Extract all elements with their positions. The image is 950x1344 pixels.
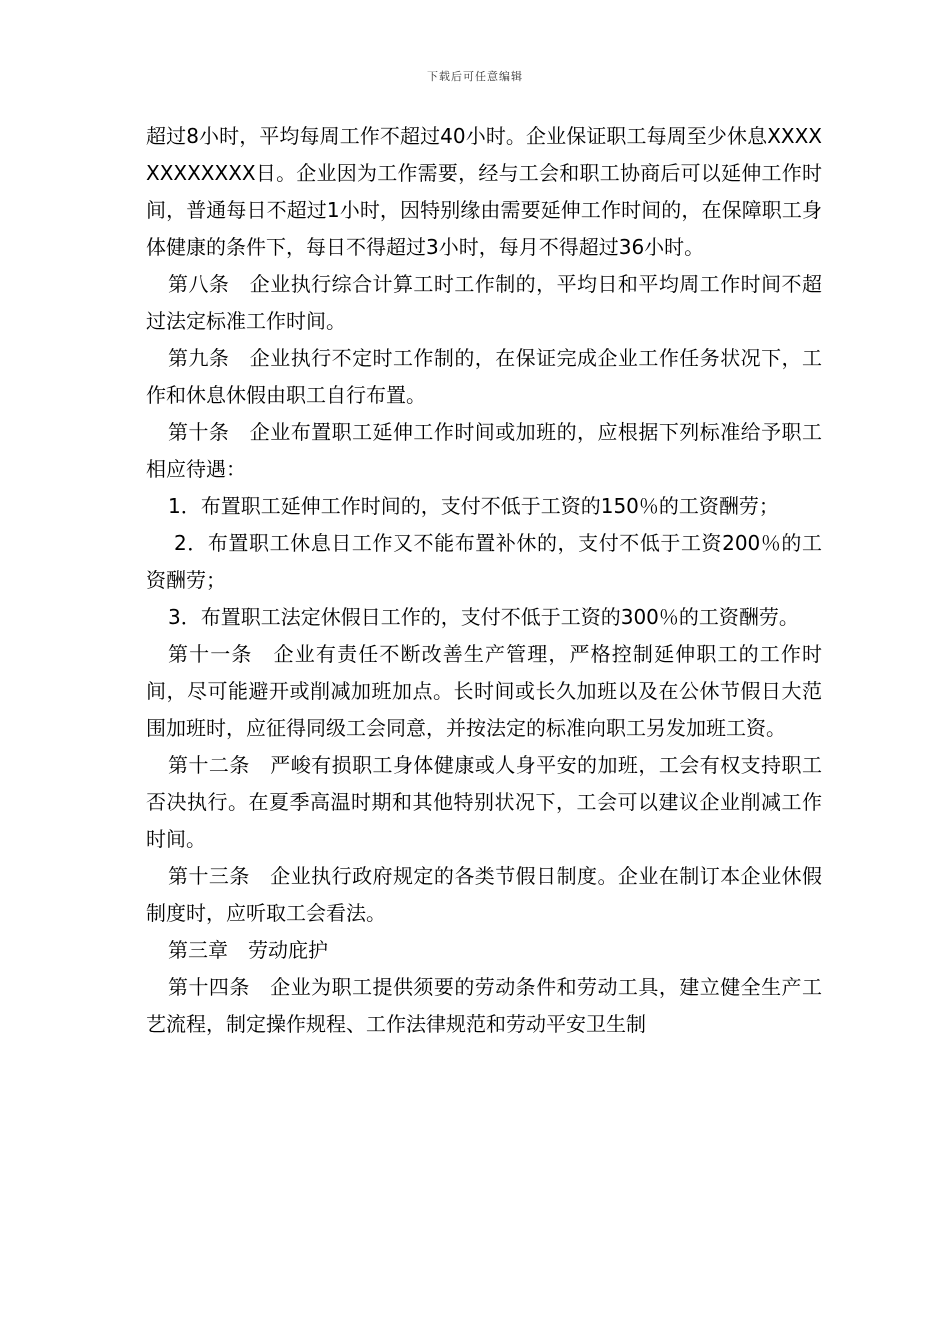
paragraph-article-9: 第九条 企业执行不定时工作制的，在保证完成企业工作任务状况下，工作和休息休假由职工自行布置。 xyxy=(146,346,822,407)
paragraph-article-10: 第十条 企业布置职工延伸工作时间或加班的，应根据下列标准给予职工相应待遇： xyxy=(146,420,822,481)
paragraph-working-hours: 超过8小时，平均每周工作不超过40小时。企业保证职工每周至少休息XXXXXXXXXXXX日。企业因为工作需要，经与工会和职工协商后可以延伸工作时间，普通每日不超过1小时，因特别缘由需要延伸工作时间的，在保障职工身体健康的条件下，每日不得超过3小时，每月不得超过36小时。 xyxy=(146,124,822,259)
document-body xyxy=(146,118,822,1043)
paragraph-article-8: 第八条 企业执行综合计算工时工作制的，平均日和平均周工作时间不超过法定标准工作时间。 xyxy=(146,272,822,333)
list-item-2: 2．布置职工休息日工作又不能布置补休的，支付不低于工资200％的工资酬劳； xyxy=(146,531,822,592)
list-item-1: 1．布置职工延伸工作时间的，支付不低于工资的150％的工资酬劳； xyxy=(168,494,779,518)
paragraph-article-11: 第十一条 企业有责任不断改善生产管理，严格控制延伸职工的工作时间，尽可能避开或削减加班加点。长时间或长久加班以及在公休节假日大范围加班时，应征得同级工会同意，并按法定的标准向职工另发加班工资。 xyxy=(146,642,822,740)
paragraph-article-13: 第十三条 企业执行政府规定的各类节假日制度。企业在制订本企业休假制度时，应听取工会看法。 xyxy=(146,864,822,925)
chapter-heading: 第三章 劳动庇护 xyxy=(168,938,328,962)
page-header: 下载后可任意编辑 xyxy=(427,70,523,83)
list-item-3: 3．布置职工法定休假日工作的，支付不低于工资的300％的工资酬劳。 xyxy=(168,605,799,629)
paragraph-article-12: 第十二条 严峻有损职工身体健康或人身平安的加班，工会有权支持职工否决执行。在夏季高温时期和其他特别状况下，工会可以建议企业削减工作时间。 xyxy=(146,753,822,851)
paragraph-article-14: 第十四条 企业为职工提供须要的劳动条件和劳动工具，建立健全生产工艺流程，制定操作规程、工作法律规范和劳动平安卫生制 xyxy=(146,975,822,1036)
